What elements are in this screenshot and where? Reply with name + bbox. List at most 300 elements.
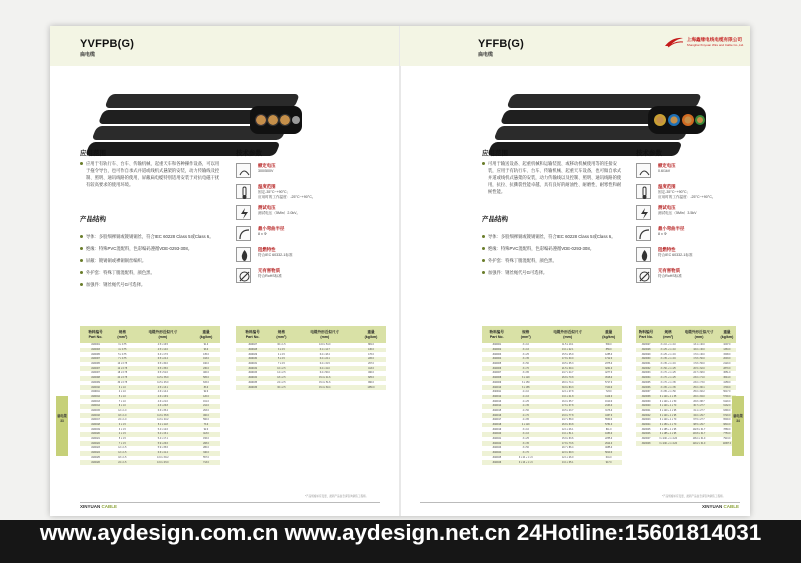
table-cell: 30.7 x 27.7: [680, 404, 718, 409]
brand-suffix: CABLE: [723, 504, 740, 509]
flame-icon: [236, 247, 251, 262]
table-cell: 3 x 120: [511, 376, 540, 381]
table-cell: J020001: [91, 344, 100, 347]
table-cell: 4700.0: [718, 385, 736, 390]
application-heading: 应用范围: [482, 150, 508, 157]
param-title: 最小弯曲半径: [658, 226, 685, 231]
table-row: [482, 460, 622, 465]
table-header-row: [482, 326, 622, 343]
table-cell: J020015: [492, 409, 502, 412]
table-cell: 3 x 70: [511, 451, 540, 456]
table-cell: 2255.0: [605, 438, 613, 441]
table-cell: 4 x 35: [511, 404, 540, 409]
rohs-icon: [236, 268, 251, 283]
table-cell: 3 x 120 + 1 x 70: [659, 419, 677, 422]
table-cell: J020034: [236, 376, 269, 381]
table-cell: 103.8 x 31.7: [680, 432, 718, 437]
logo-cn: 上海鑫缘电线电缆有限公司: [686, 37, 742, 43]
table-cell: J020025: [91, 456, 100, 459]
tech-params-heading: 技术参数: [636, 150, 662, 157]
table-cell: 713.0: [192, 460, 220, 465]
table-cell: J020014: [80, 404, 111, 409]
table-cell: J020043: [641, 419, 651, 422]
table-cell: J020007: [80, 357, 111, 362]
table-cell: 3 x 50: [522, 447, 529, 450]
table-cell: 856.0: [595, 348, 622, 353]
table-cell: 6.3 x 17.5: [157, 353, 168, 356]
table-cell: 5.9 x 26.6: [134, 441, 192, 446]
table-cell: 3 x 16 + 1 x 10: [660, 344, 676, 347]
param-value: 测试电压（5Min）3.5kV: [658, 211, 697, 215]
table-cell: 3 x 185 + 1 x 95: [659, 428, 677, 431]
table-cell: 3 x 25: [522, 353, 529, 356]
rohs-icon: [636, 268, 651, 283]
table-cell: 881.0: [368, 344, 374, 347]
table-cell: 6120.0: [723, 400, 731, 403]
table-cell: 20.5 x 62.0: [680, 366, 718, 371]
param-value: 300/500V: [258, 169, 274, 173]
table-cell: 7913.0: [723, 438, 731, 441]
table-cell: J020042: [636, 413, 656, 418]
logo-text: [687, 37, 744, 47]
table-cell: J020006: [482, 366, 511, 371]
application-heading: 应用范围: [80, 150, 106, 157]
table-cell: 3 x 120 + 1 x 50: [659, 400, 677, 403]
table-cell: J020008: [482, 376, 511, 381]
logo-icon: [664, 36, 684, 48]
table-cell: J020030: [636, 357, 656, 362]
param-value: 符合IEC 60332-1标准: [258, 253, 293, 257]
table-cell: 120.2 x 31.0: [680, 441, 718, 446]
table-cell: 17.6 x 37.8: [540, 404, 595, 409]
param-value: 8 x Φ: [258, 232, 267, 236]
table-cell: J020028: [236, 348, 269, 353]
table-cell: 4 x 120: [511, 423, 540, 428]
table-cell: 15.5 x 25.9: [562, 353, 574, 356]
table-cell: J020018: [482, 423, 511, 428]
table-cell: 19.5 x 35.3: [562, 363, 574, 366]
table-cell: 4.6 x 26.8: [134, 404, 192, 409]
param-temperature: [636, 183, 746, 204]
table-cell: J020013: [91, 400, 100, 403]
table-cell: 26.0 x 84.0: [680, 395, 718, 400]
logo-en: Shanghai Xinyuan Wire and Cable Co.,Ltd.: [686, 42, 744, 47]
table-cell: 3 x 35: [511, 357, 540, 362]
spec-table-1: [80, 326, 220, 465]
test-voltage-icon: [636, 205, 651, 220]
table-header-cell: 电缆外形近似尺寸 (mm): [134, 326, 192, 343]
table-cell: J020040: [636, 404, 656, 409]
table-cell: J020024: [482, 451, 511, 456]
table-cell: 208.0: [192, 441, 220, 446]
table-cell: 5017.0: [723, 391, 731, 394]
table-cell: 5.4 x 17.1: [157, 438, 168, 441]
table-cell: 4 x 70: [511, 413, 540, 418]
param-value: 固定-35°C~+90°C； 应用时的工作温度：-25°C~+90°C。: [658, 190, 716, 199]
table-cell: 10 x 0.75: [117, 363, 128, 366]
table-cell: J020008: [80, 376, 111, 381]
table-cell: J020027: [641, 344, 651, 347]
table-cell: 6.5 x 35.0: [134, 366, 192, 371]
table-cell: J020036: [636, 385, 656, 390]
table-cell: 12 x 2.5: [277, 372, 286, 375]
table-header-cell: 物料编号 Part No.: [636, 326, 656, 343]
table-cell: 460.0: [192, 413, 220, 418]
table-cell: 6.5 x 24.4: [134, 357, 192, 362]
application-list: [482, 160, 622, 200]
voltage-icon: [236, 163, 251, 178]
table-cell: 4277.0: [605, 372, 613, 375]
param-flame: [636, 246, 746, 267]
table-cell: 13.0 x 54.0: [319, 344, 331, 347]
table-cell: 12 x 1.0: [118, 409, 127, 412]
table-cell: 6.2 x 50.0: [319, 372, 330, 375]
table-cell: 11867.0: [718, 441, 736, 446]
table-cell: J020005: [91, 353, 100, 356]
watermark-footer-bar: [0, 520, 801, 563]
table-cell: 26.8 x 70.8: [540, 376, 595, 381]
table-cell: 6390.0: [723, 409, 731, 412]
table-cell: 7880.0: [723, 428, 731, 431]
table-header-cell: 重量 (kg/km): [718, 326, 736, 343]
table-cell: 11.6 x 40.2: [157, 419, 169, 422]
section-tab: 扁电缆 34: [732, 396, 744, 456]
table-cell: 6810.0: [718, 423, 736, 428]
table-cell: J020001: [492, 344, 502, 347]
table-cell: 7 x 1.5: [111, 441, 134, 446]
table-cell: J020032: [636, 366, 656, 371]
table-cell: 5700.0: [718, 395, 736, 400]
table-cell: 30 x 2.5: [269, 385, 293, 390]
table-cell: J020027: [248, 344, 258, 347]
table-header-cell: 电缆外形近似尺寸 (mm): [680, 326, 718, 343]
table-cell: 13.0 x 45.0: [134, 460, 192, 465]
table-cell: 13.1 x 41.8: [540, 395, 595, 400]
table-cell: 4.6 x 21.0: [157, 400, 168, 403]
table-cell: 13.1 x 22.1: [540, 348, 595, 353]
table-cell: 83.0: [192, 385, 220, 390]
table-cell: 723.0: [605, 391, 612, 394]
table-cell: 24.7 x 44.7: [562, 372, 574, 375]
table-cell: 24.7 x 58.0: [562, 419, 574, 422]
table-cell: 4 x 25: [522, 400, 529, 403]
table-cell: J020044: [636, 423, 656, 428]
table-cell: 3 x 95: [522, 372, 529, 375]
table-cell: 15.9 x 63.6: [562, 438, 574, 441]
structure-list: [80, 233, 220, 293]
param-voltage: [636, 162, 746, 183]
section-tab: 扁电缆 33: [56, 396, 68, 456]
brand-prefix: XINYUAN: [80, 504, 101, 509]
table-cell: 15.4 x 41.6: [294, 376, 356, 381]
table-cell: 3 x 1.5: [118, 428, 126, 431]
table-header-cell: 重量 (kg/km): [356, 326, 386, 343]
table-cell: 15.4 x 60.4: [294, 385, 356, 390]
footer-rule: [420, 502, 740, 503]
table-cell: 1285.0: [605, 353, 613, 356]
table-header-cell: 物料编号 Part No.: [236, 326, 269, 343]
table-cell: 226.0: [356, 357, 386, 362]
table-cell: J020036: [236, 385, 269, 390]
table-cell: 1007.0: [723, 344, 731, 347]
brand-prefix: XINYUAN: [702, 504, 723, 509]
table-cell: 4.5 x 14.0: [134, 348, 192, 353]
table-cell: J020039: [641, 400, 651, 403]
table-cell: J020030: [236, 357, 269, 362]
table-header-cell: 物料编号 Part No.: [482, 326, 511, 343]
table-cell: 3261.0: [595, 366, 622, 371]
table-cell: J020033: [641, 372, 651, 375]
table-cell: J020046: [636, 432, 656, 437]
table-cell: 505.0: [192, 376, 220, 381]
table-cell: 3 x 25: [522, 438, 529, 441]
list-item: 加强件：钢丝绳代号G可选择。: [80, 281, 220, 288]
param-value: 0.6/1kV: [658, 169, 671, 173]
table-cell: 12.1 x 27.8: [562, 391, 574, 394]
table-cell: 5 x 1.5: [118, 438, 126, 441]
table-cell: J020035: [641, 381, 651, 384]
product-title: YVFPB(G): [80, 38, 135, 50]
table-cell: J020005: [492, 363, 502, 366]
table-cell: 3 x 1.0: [111, 385, 134, 390]
table-cell: 176.0: [368, 353, 374, 356]
table-cell: 24 x 1.5: [111, 460, 134, 465]
table-cell: J020026: [80, 460, 111, 465]
tech-params-heading: 技术参数: [236, 150, 262, 157]
table-cell: 4467.0: [595, 413, 622, 418]
flat-cable-image: [476, 84, 706, 158]
table-row: [236, 385, 386, 390]
table-cell: 28.0 x 74.4: [562, 381, 574, 384]
table-cell: J020045: [641, 428, 651, 431]
table-cell: 18 x 1.0: [111, 413, 134, 418]
table-cell: J020023: [492, 447, 502, 450]
table-cell: 5717.0: [605, 381, 613, 384]
table-cell: 4085.0: [605, 447, 613, 450]
table-cell: 1508.0: [723, 353, 731, 356]
footer-rule: [80, 502, 380, 503]
brand-suffix: CABLE: [101, 504, 118, 509]
param-title: 无有害物质: [258, 268, 280, 273]
table-cell: J020017: [492, 419, 502, 422]
table-cell: 4158.0: [723, 381, 731, 384]
table-cell: J020020: [80, 432, 111, 437]
table-header-cell: 重量 (kg/km): [192, 326, 220, 343]
table-cell: 4.5 x 16.5: [157, 344, 168, 347]
param-title: 额定电压: [258, 163, 276, 168]
bend-radius-icon: [636, 226, 651, 241]
table-cell: 2914.0: [595, 441, 622, 446]
table-cell: 22.7 x 68.0: [693, 372, 705, 375]
table-cell: 4.6 x 16.9: [134, 395, 192, 400]
table-cell: 16.0 x 46.0: [680, 348, 718, 353]
param-value: 符合RoHS标准: [258, 274, 282, 278]
table-cell: 93.0: [192, 348, 220, 353]
param-rohs: [636, 267, 746, 288]
table-cell: 24 x 2.5: [277, 381, 286, 384]
table-cell: 130.0: [356, 348, 386, 353]
table-cell: 7753.0: [718, 432, 736, 437]
table-cell: 12.1 x 26.0: [562, 456, 574, 459]
tech-params: [636, 162, 746, 288]
table-cell: 18 x 1.5: [118, 456, 127, 459]
table-cell: 6.5 x 51.0: [157, 372, 168, 375]
table-cell: J020029: [248, 353, 258, 356]
table-cell: 11.6 x 35.8: [134, 413, 192, 418]
table-cell: 5 x 1.0: [111, 395, 134, 400]
table-cell: 4 x 50: [522, 409, 529, 412]
table-cell: 2003.0: [718, 357, 736, 362]
param-title: 测试电压: [258, 205, 276, 210]
table-cell: 3 x 25 + 1 x 10: [656, 348, 680, 353]
table-cell: 3 x 70 + 1 x 25: [660, 372, 676, 375]
table-cell: 18 x 0.75: [117, 372, 128, 375]
param-rohs: [236, 267, 386, 288]
table-cell: J020003: [492, 353, 502, 356]
table-cell: J020031: [641, 363, 651, 366]
table-cell: 1120.0: [595, 395, 622, 400]
table-cell: 7 x 0.75: [111, 357, 134, 362]
table-cell: 2163.0: [595, 404, 622, 409]
table-cell: 12.1 x 46.1: [562, 428, 574, 431]
table-cell: 3 x 185 + 1 x 95: [656, 432, 680, 437]
table-cell: 6.5 x 30.0: [157, 363, 168, 366]
param-title: 温度范围: [658, 184, 676, 189]
table-cell: 25.0 x 82.2: [693, 391, 705, 394]
param-test-voltage: [236, 204, 386, 225]
table-cell: 13.1 x 35.1: [540, 460, 595, 465]
table-cell: 23.0 x 73.0: [693, 381, 705, 384]
table-cell: 17.8 x 73.6: [540, 441, 595, 446]
table-cell: 5781.0: [595, 423, 622, 428]
table-cell: 230.0: [192, 366, 220, 371]
spec-table-2: [236, 326, 386, 390]
table-cell: 263.0: [203, 409, 209, 412]
table-header-cell: 电缆外形近似尺寸 (mm): [540, 326, 595, 343]
table-cell: 917.0: [595, 460, 622, 465]
table-cell: J020019: [91, 428, 100, 431]
table-cell: 17.8 x 50.0: [680, 357, 718, 362]
table-cell: 3651.0: [723, 372, 731, 375]
table-cell: J020018: [80, 423, 111, 428]
table-cell: J020048: [636, 441, 656, 446]
table-cell: J020029: [641, 353, 651, 356]
table-cell: J020014: [482, 404, 511, 409]
param-title: 阻燃特性: [658, 247, 676, 252]
table-header-row: [236, 326, 386, 343]
param-title: 阻燃特性: [258, 247, 276, 252]
structure-heading: 产品结构: [482, 216, 508, 223]
table-cell: 3 x 10 + 1 x 6: [518, 456, 533, 459]
table-cell: 4518.0: [595, 376, 622, 381]
tech-params: [236, 162, 386, 288]
table-cell: 3 x 120 + 1 x 95: [659, 409, 677, 412]
table-cell: 4 x 10: [522, 391, 529, 394]
table-header-row: [80, 326, 220, 343]
table-header-cell: 重量 (kg/km): [595, 326, 622, 343]
table-cell: J020016: [482, 413, 511, 418]
product-subtitle: 扁电缆: [80, 52, 96, 58]
table-cell: 161.0: [203, 400, 209, 403]
table-cell: 3 x 95 + 1 x 50: [660, 391, 676, 394]
table-cell: 11.5 x 45.0: [157, 381, 169, 384]
table-cell: 5.9 x 35.6: [157, 447, 168, 450]
table-cell: J020003: [80, 348, 111, 353]
table-cell: 3 x 16: [511, 432, 540, 437]
company-logo: [664, 36, 744, 48]
table-cell: 3 x 16: [511, 348, 540, 353]
table-cell: 340.0: [192, 451, 220, 456]
flame-icon: [636, 247, 651, 262]
table-cell: J020012: [482, 395, 511, 400]
structure-heading: 产品结构: [80, 216, 106, 223]
table-cell: 26.8 x 63.8: [540, 423, 595, 428]
table-cell: 190.0: [203, 363, 209, 366]
table-cell: 280.0: [203, 447, 209, 450]
list-item: 外护套：特殊丁腈混配料，颜色黑。: [482, 257, 622, 264]
param-bend-radius: [636, 225, 746, 246]
table-cell: J020047: [641, 438, 651, 441]
product-subtitle: 扁电缆: [478, 52, 494, 58]
param-title: 最小弯曲半径: [258, 226, 285, 231]
table-cell: 490.0: [368, 372, 374, 375]
table-cell: 825.0: [356, 376, 386, 381]
table-cell: 73.0: [192, 423, 220, 428]
table-cell: 4 x 0.75: [111, 348, 134, 353]
table-cell: 92.0: [203, 391, 209, 394]
table-cell: 12 x 1.5: [111, 451, 134, 456]
table-header-row: [636, 326, 736, 343]
table-cell: 11.5 x 19.1: [562, 344, 574, 347]
table-cell: J020009: [492, 381, 502, 384]
table-cell: 3 x 120 + 1 x 70: [656, 404, 680, 409]
table-cell: 6.1 x 14.7: [294, 348, 356, 353]
table-cell: 212.0: [192, 404, 220, 409]
table-cell: 20.7 x 86.4: [562, 447, 574, 450]
table-cell: 5810.0: [595, 451, 622, 456]
table-cell: 6720.0: [718, 413, 736, 418]
param-title: 温度范围: [258, 184, 276, 189]
watermark-footer-text: www.aydesign.com.cn www.aydesign.net.cn 24Hotline:15601814031: [39, 520, 762, 545]
table-cell: 3 x 50: [522, 363, 529, 366]
table-cell: J020024: [80, 451, 111, 456]
param-title: 测试电压: [658, 205, 676, 210]
param-voltage: [236, 162, 386, 183]
list-item: 绝缘：特殊PVC混配料，色彩编码遵循VDE-0293-308。: [80, 245, 220, 252]
table-cell: 102.8 x 31.7: [692, 428, 706, 431]
table-cell: 17.0 x 46.0: [693, 353, 705, 356]
temperature-icon: [636, 184, 651, 199]
list-item: 导体：多股细裸铜或镀锡铜丝，符合IEC 60228 Class 5或Class 6。: [80, 233, 220, 240]
table-cell: 30.9 x 83.3: [540, 385, 595, 390]
table-cell: 19.5 x 43.7: [562, 409, 574, 412]
table-cell: 24 x 0.75: [111, 376, 134, 381]
table-cell: 3 x 120 + 1 x 95: [656, 413, 680, 418]
table-header-cell: 规格 (mm²): [656, 326, 680, 343]
left-page: [50, 26, 400, 516]
table-cell: J020033: [248, 372, 258, 375]
test-voltage-icon: [236, 205, 251, 220]
param-bend-radius: [236, 225, 386, 246]
table-cell: J020032: [236, 366, 269, 371]
table-cell: 3 x 0.75: [118, 344, 127, 347]
table-cell: 21.5 x 39.4: [540, 366, 595, 371]
table-cell: 3 x 70 + 1 x 25: [656, 376, 680, 381]
table-cell: 590.0: [605, 344, 612, 347]
table-cell: 156.0: [203, 438, 209, 441]
table-cell: J020010: [482, 385, 511, 390]
table-cell: J020009: [91, 381, 100, 384]
